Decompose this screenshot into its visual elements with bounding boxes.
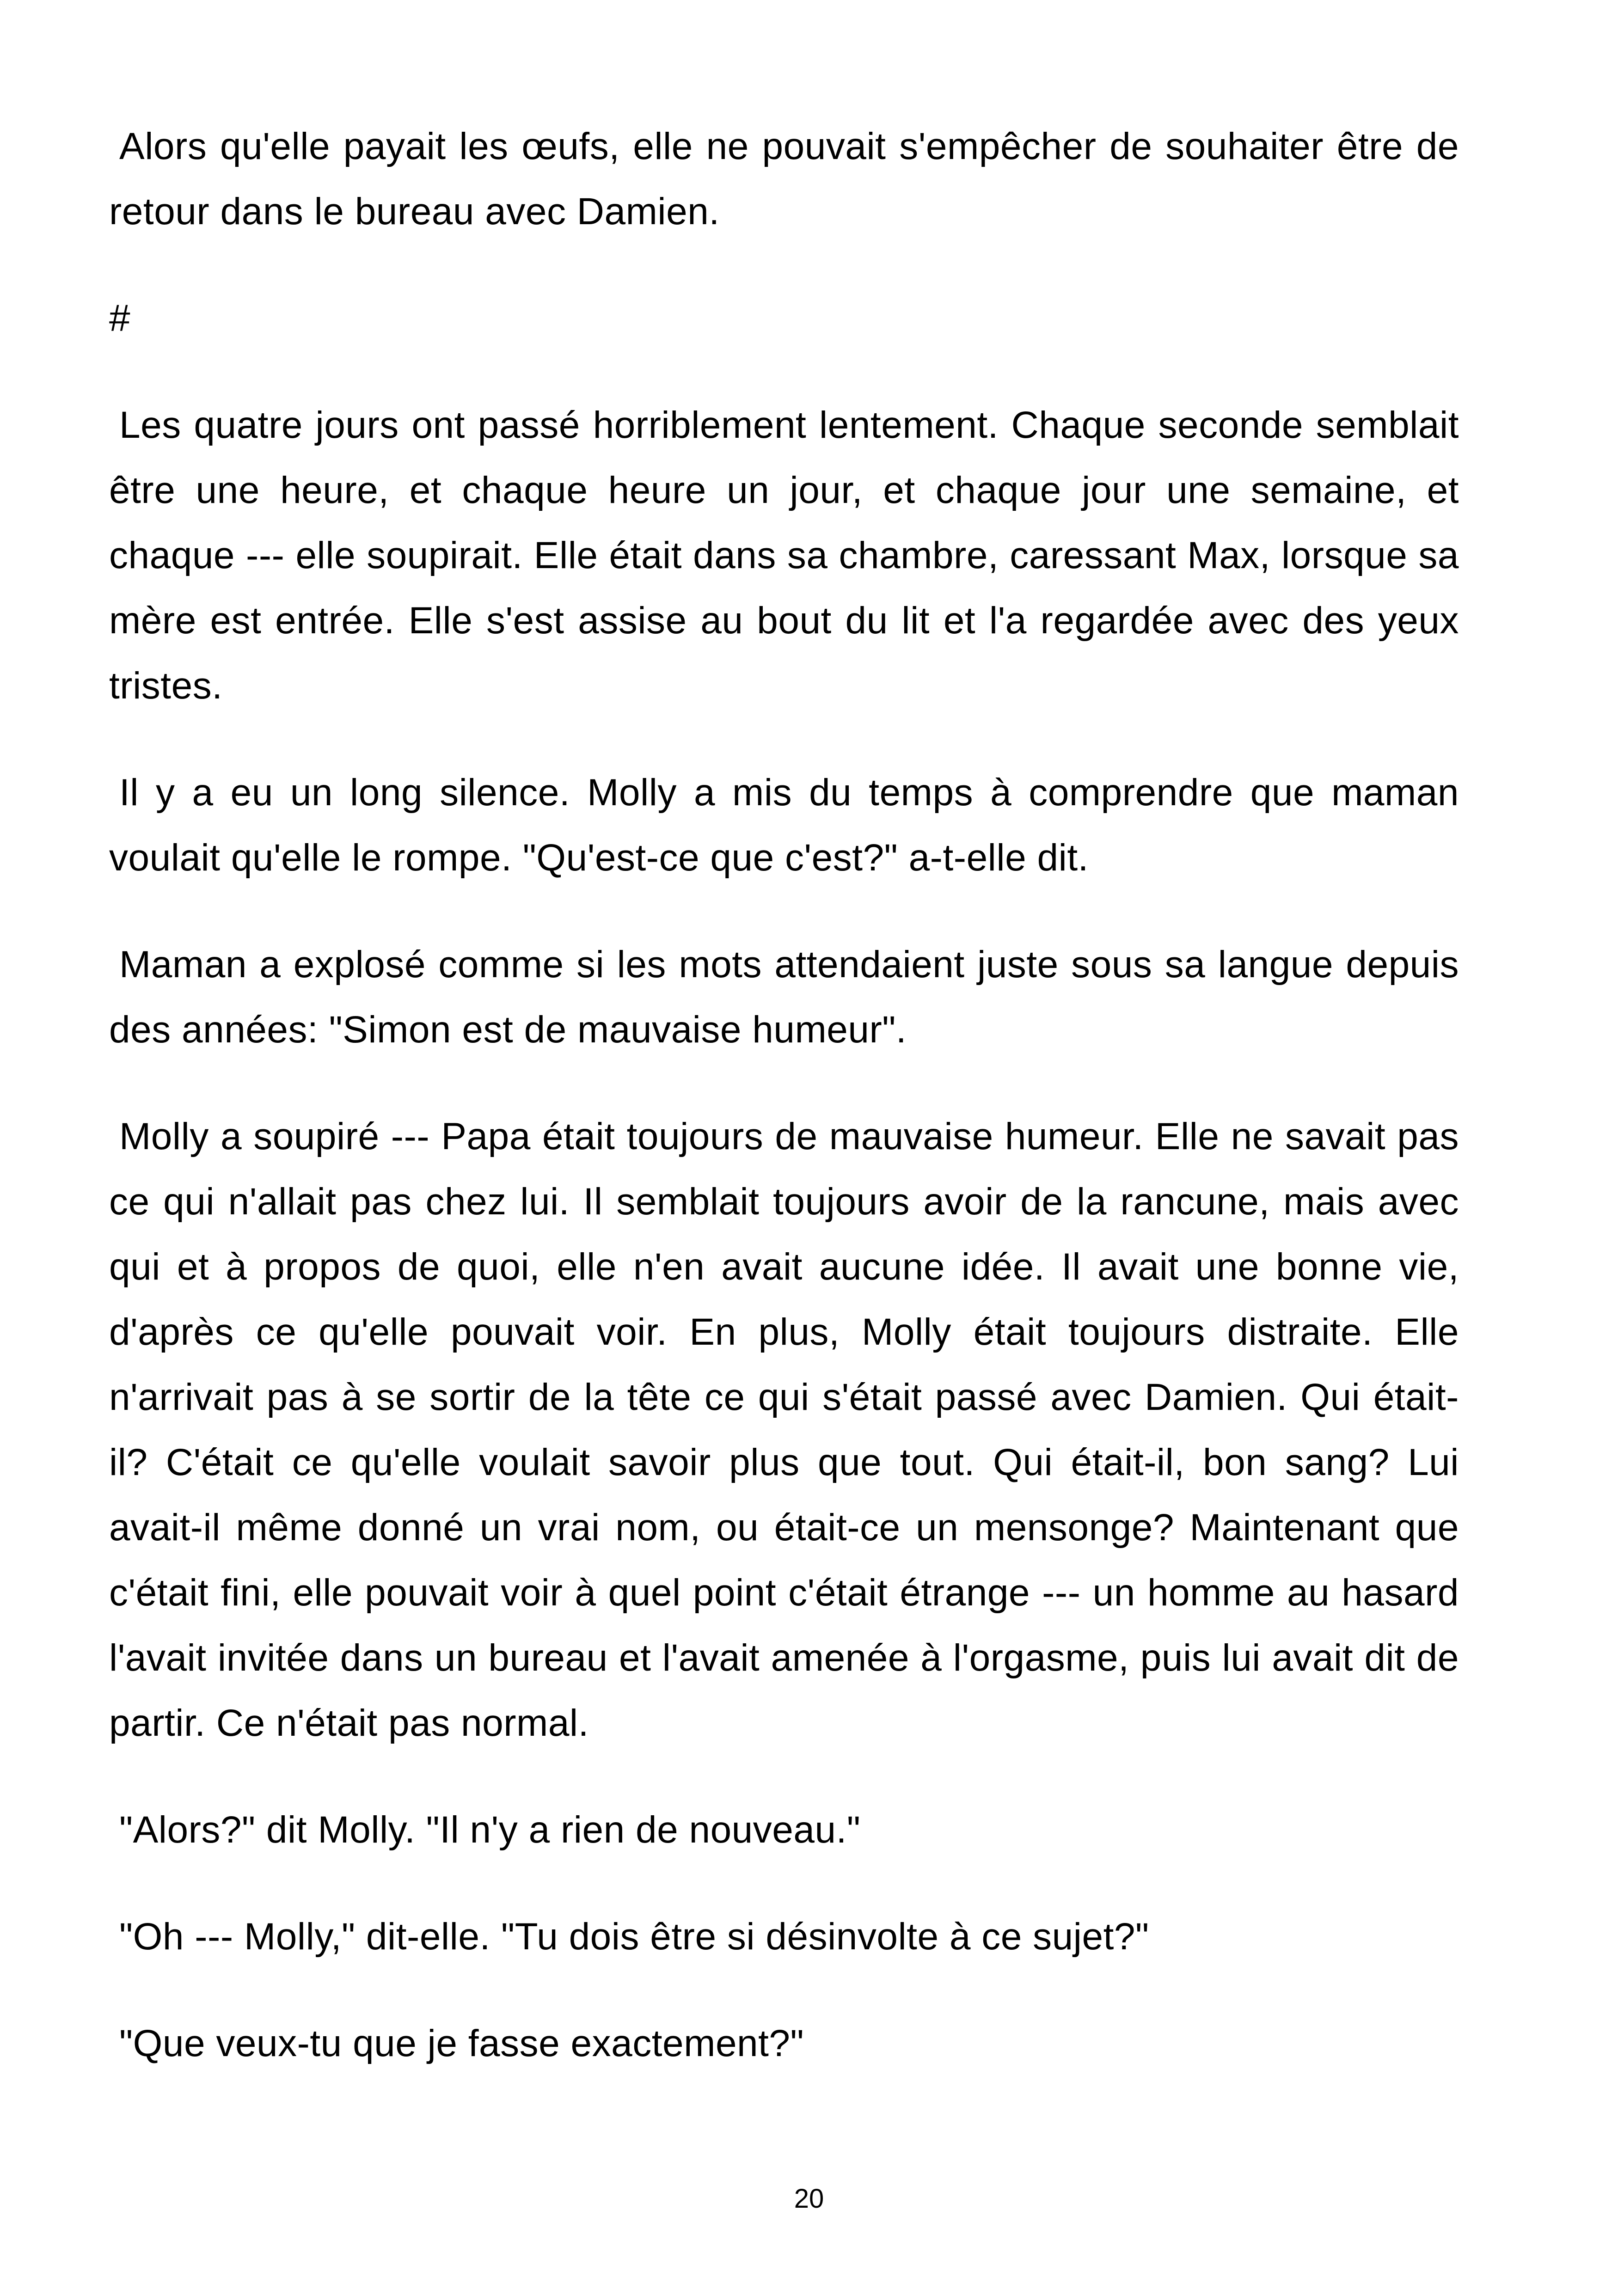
paragraph-maman-exploded: Maman a explosé comme si les mots attendaient juste sous sa langue depuis des années: "Simon est de mauvaise humeur". [109, 943, 1459, 1051]
paragraph-alors: "Alors?" dit Molly. "Il n'y a rien de nouveau." [119, 1809, 861, 1851]
paragraph-eggs: Alors qu'elle payait les œufs, elle ne pouvait s'empêcher de souhaiter être de retour dans le bureau avec Damien. [109, 125, 1459, 233]
page-number: 20 [794, 2184, 824, 2214]
page-body [109, 114, 1459, 2118]
paragraph-long-silence: Il y a eu un long silence. Molly a mis du temps à comprendre que maman voulait qu'elle le rompe. "Qu'est-ce que c'est?" a-t-elle dit. [109, 771, 1459, 879]
paragraph-oh-molly: "Oh --- Molly," dit-elle. "Tu dois être si désinvolte à ce sujet?" [119, 1916, 1149, 1958]
paragraph-molly-sighed: Molly a soupiré --- Papa était toujours de mauvaise humeur. Elle ne savait pas ce qui n'allait pas chez lui. Il semblait toujours avoir de la rancune, mais avec qui et à propos de quoi, elle n'en avait aucune idée. Il avait une bonne vie, d'après ce qu'elle pouvait voir. En plus, Molly était toujours distraite. Elle n'arrivait pas à se sortir de la tête ce qui s'était passé avec Damien. Qui était-il? C'était ce qu'elle voulait savoir plus que tout. Qui était-il, bon sang? Lui avait-il même donné un vrai nom, ou était-ce un mensonge? Maintenant que c'était fini, elle pouvait voir à quel point c'était étrange --- un homme au hasard l'avait invitée dans un bureau et l'avait amenée à l'orgasme, puis lui avait dit de partir. Ce n'était pas normal. [109, 1115, 1459, 1744]
section-separator: # [109, 297, 131, 339]
paragraph-four-days: Les quatre jours ont passé horriblement lentement. Chaque seconde semblait être une heure, et chaque heure un jour, et chaque jour une semaine, et chaque --- elle soupirait. Elle était dans sa chambre, caressant Max, lorsque sa mère est entrée. Elle s'est assise au bout du lit et l'a regardée avec des yeux tristes. [109, 404, 1459, 707]
paragraph-que-veux-tu: "Que veux-tu que je fasse exactement?" [119, 2022, 804, 2064]
